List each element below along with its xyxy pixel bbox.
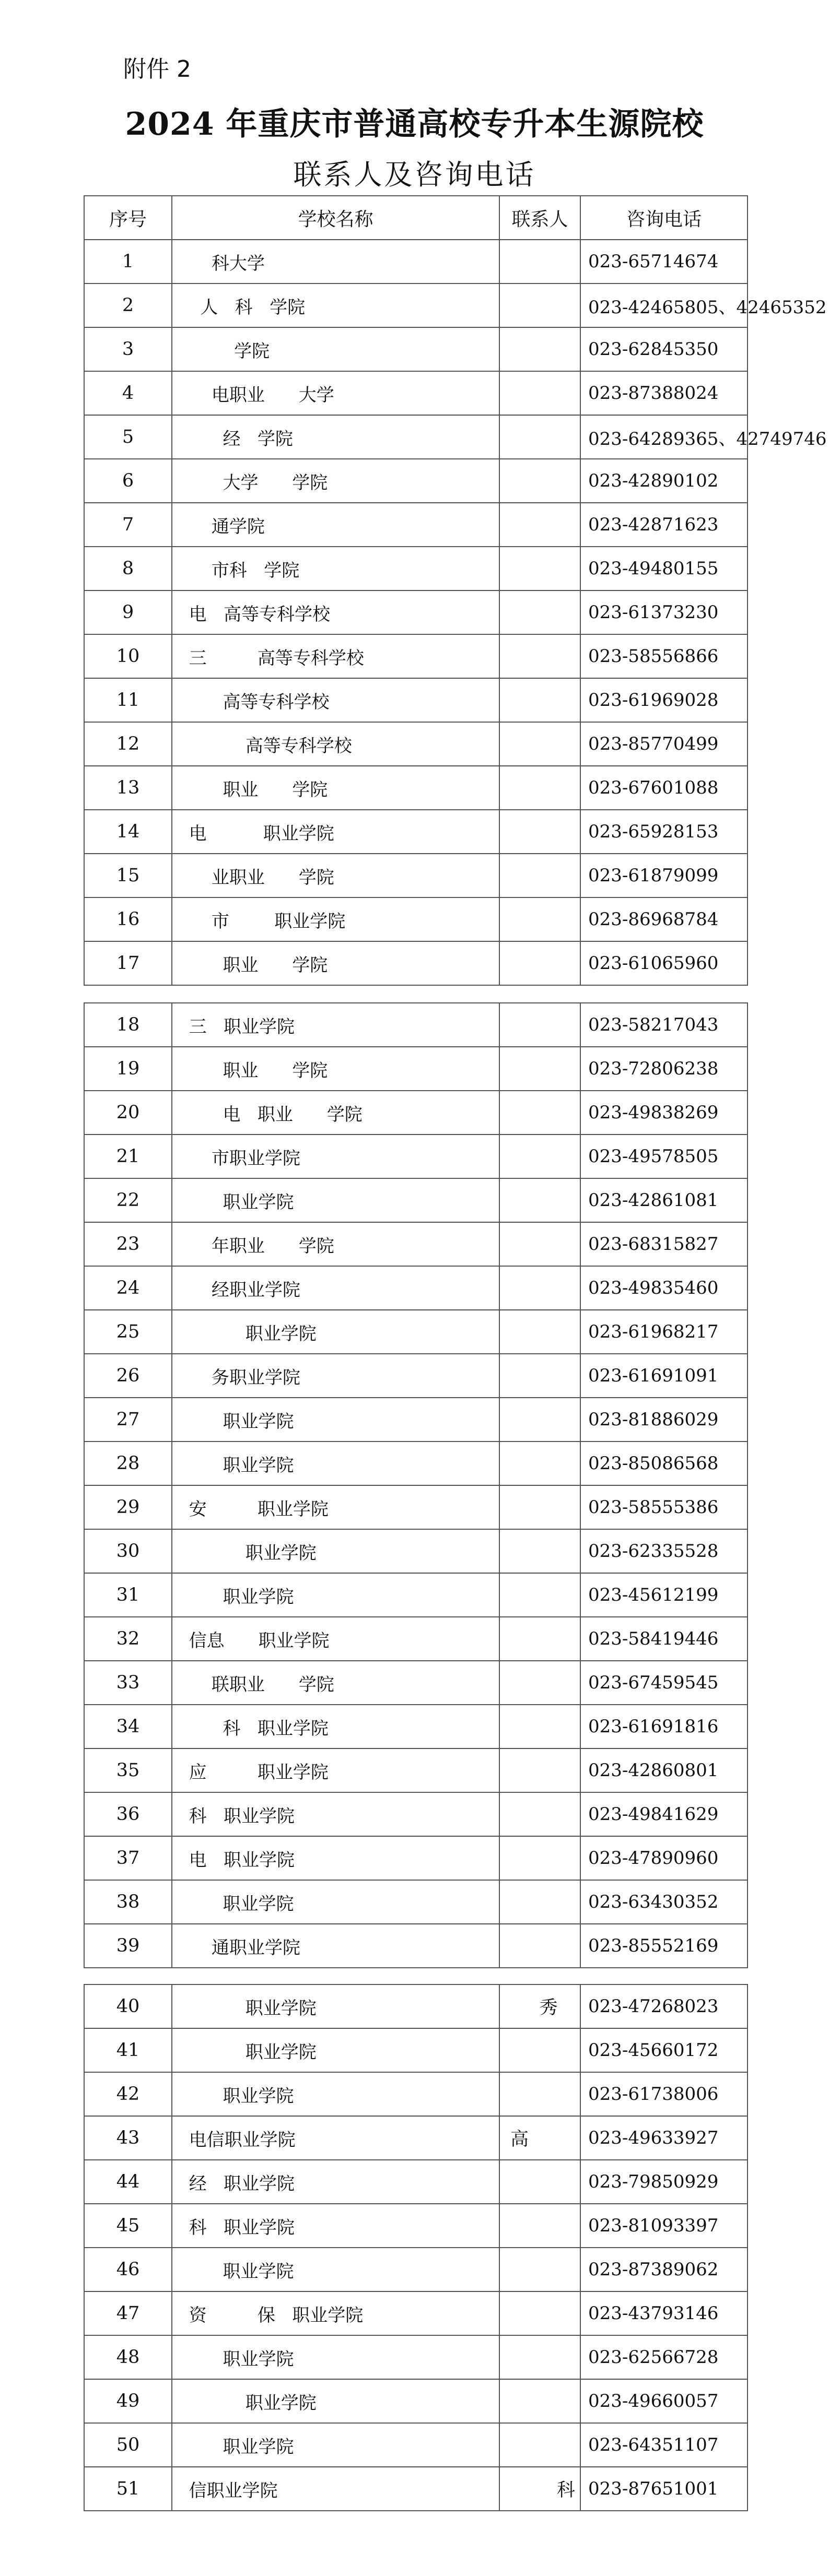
table-row	[84, 1661, 748, 1705]
table-row	[84, 1003, 748, 1047]
phone-number-cell: 023-85770499	[580, 722, 748, 766]
table-row	[84, 1135, 748, 1178]
table-row	[84, 1705, 748, 1748]
contact-person-cell	[499, 1485, 580, 1529]
contact-person-cell	[499, 1617, 580, 1661]
table-row	[84, 854, 748, 897]
row-number-cell: 31	[84, 1573, 172, 1617]
contact-table-part-2	[84, 1002, 748, 1968]
row-number-cell: 41	[84, 2028, 172, 2072]
phone-number-cell: 023-86968784	[580, 897, 748, 941]
table-row	[84, 459, 748, 503]
table-row	[84, 1792, 748, 1836]
phone-number-cell: 023-62845350	[580, 327, 748, 371]
school-name-cell: 职业学院	[172, 2248, 499, 2291]
table-row	[84, 1266, 748, 1310]
school-name-cell: 年职业 学院	[172, 1222, 499, 1266]
row-number-cell: 10	[84, 634, 172, 678]
contact-person-cell	[499, 1705, 580, 1748]
contact-person-cell	[499, 2248, 580, 2291]
row-number-cell: 22	[84, 1178, 172, 1222]
table-row	[84, 941, 748, 985]
table-row	[84, 371, 748, 415]
contact-person-cell	[499, 1003, 580, 1047]
row-number-cell: 24	[84, 1266, 172, 1310]
row-number-cell: 1	[84, 240, 172, 283]
table-row	[84, 2467, 748, 2511]
table-row	[84, 2379, 748, 2423]
school-name-cell: 科 职业学院	[172, 1792, 499, 1836]
table-row	[84, 547, 748, 590]
phone-number-cell: 023-61691091	[580, 1354, 748, 1398]
school-name-cell: 务职业学院	[172, 1354, 499, 1398]
contact-person-cell	[499, 1047, 580, 1091]
contact-person-cell	[499, 503, 580, 547]
table-row	[84, 634, 748, 678]
table-row	[84, 1441, 748, 1485]
row-number-cell: 25	[84, 1310, 172, 1354]
row-number-cell: 45	[84, 2204, 172, 2248]
school-name-cell: 市 职业学院	[172, 897, 499, 941]
table-row	[84, 1310, 748, 1354]
row-number-cell: 18	[84, 1003, 172, 1047]
school-name-cell: 联职业 学院	[172, 1661, 499, 1705]
row-number-cell: 2	[84, 283, 172, 327]
phone-number-cell: 023-62566728	[580, 2335, 748, 2379]
contact-person-cell	[499, 634, 580, 678]
table-row	[84, 1748, 748, 1792]
table-row	[84, 897, 748, 941]
row-number-cell: 44	[84, 2160, 172, 2204]
phone-number-cell: 023-62335528	[580, 1529, 748, 1573]
phone-number-cell: 023-42890102	[580, 459, 748, 503]
table-row	[84, 2423, 748, 2467]
phone-number-cell: 023-61691816	[580, 1705, 748, 1748]
document-subtitle: 联系人及咨询电话	[293, 158, 536, 191]
school-name-cell: 职业学院	[172, 1880, 499, 1924]
school-name-cell: 职业学院	[172, 2335, 499, 2379]
contact-person-cell	[499, 1178, 580, 1222]
school-name-cell: 职业学院	[172, 2379, 499, 2423]
phone-number-cell: 023-61879099	[580, 854, 748, 897]
school-name-cell: 科 职业学院	[172, 1705, 499, 1748]
contact-person-cell	[499, 547, 580, 590]
school-name-cell: 职业学院	[172, 1573, 499, 1617]
contact-person-cell	[499, 1354, 580, 1398]
school-name-cell: 职业学院	[172, 1529, 499, 1573]
contact-person-cell	[499, 1880, 580, 1924]
phone-number-cell: 023-64351107	[580, 2423, 748, 2467]
phone-number-cell: 023-42860801	[580, 1748, 748, 1792]
contact-person-cell	[499, 1266, 580, 1310]
school-name-cell: 经职业学院	[172, 1266, 499, 1310]
contact-person-cell	[499, 2335, 580, 2379]
row-number-cell: 39	[84, 1924, 172, 1968]
table-row	[84, 240, 748, 283]
table-row	[84, 2116, 748, 2160]
contact-person-cell	[499, 1091, 580, 1135]
school-name-cell: 电 职业学院	[172, 1836, 499, 1880]
phone-number-cell: 023-61968217	[580, 1310, 748, 1354]
table-row	[84, 1529, 748, 1573]
contact-person-cell	[499, 722, 580, 766]
phone-number-cell: 023-87651001	[580, 2467, 748, 2511]
school-name-cell: 三 职业学院	[172, 1003, 499, 1047]
contact-person-cell	[499, 2291, 580, 2335]
row-number-cell: 29	[84, 1485, 172, 1529]
school-name-cell: 信职业学院	[172, 2467, 499, 2511]
row-number-cell: 21	[84, 1135, 172, 1178]
phone-number-cell: 023-61969028	[580, 678, 748, 722]
row-number-cell: 34	[84, 1705, 172, 1748]
contact-person-cell	[499, 678, 580, 722]
school-name-cell: 经 职业学院	[172, 2160, 499, 2204]
contact-person-cell: 秀	[499, 1984, 580, 2028]
contact-person-cell	[499, 415, 580, 459]
school-name-cell: 电 职业 学院	[172, 1091, 499, 1135]
phone-number-cell: 023-49835460	[580, 1266, 748, 1310]
row-number-cell: 4	[84, 371, 172, 415]
contact-person-cell	[499, 2160, 580, 2204]
row-number-cell: 42	[84, 2072, 172, 2116]
phone-number-cell: 023-49480155	[580, 547, 748, 590]
school-name-cell: 业职业 学院	[172, 854, 499, 897]
school-name-cell: 职业 学院	[172, 941, 499, 985]
school-name-cell: 应 职业学院	[172, 1748, 499, 1792]
contact-person-cell	[499, 1836, 580, 1880]
table-row	[84, 503, 748, 547]
phone-number-cell: 023-58556866	[580, 634, 748, 678]
table-row	[84, 678, 748, 722]
school-name-cell: 职业学院	[172, 1310, 499, 1354]
school-name-cell: 职业学院	[172, 2423, 499, 2467]
contact-person-cell	[499, 1748, 580, 1792]
table-row	[84, 415, 748, 459]
phone-number-cell: 023-49660057	[580, 2379, 748, 2423]
table-row	[84, 2248, 748, 2291]
row-number-cell: 3	[84, 327, 172, 371]
table-row	[84, 1354, 748, 1398]
school-name-cell: 资 保 职业学院	[172, 2291, 499, 2335]
contact-person-cell	[499, 941, 580, 985]
contact-person-cell	[499, 1792, 580, 1836]
table-row	[84, 590, 748, 634]
phone-number-cell: 023-43793146	[580, 2291, 748, 2335]
table-row	[84, 1178, 748, 1222]
school-name-cell: 大学 学院	[172, 459, 499, 503]
phone-number-cell: 023-61738006	[580, 2072, 748, 2116]
row-number-cell: 20	[84, 1091, 172, 1135]
contact-person-cell	[499, 2379, 580, 2423]
row-number-cell: 47	[84, 2291, 172, 2335]
school-name-cell: 通学院	[172, 503, 499, 547]
table-body-1	[84, 240, 827, 985]
table-row	[84, 1573, 748, 1617]
contact-person-cell	[499, 459, 580, 503]
contact-person-cell	[499, 2028, 580, 2072]
school-name-cell: 电职业 大学	[172, 371, 499, 415]
row-number-cell: 50	[84, 2423, 172, 2467]
row-number-cell: 6	[84, 459, 172, 503]
phone-number-cell: 023-58217043	[580, 1003, 748, 1047]
contact-person-cell	[499, 1398, 580, 1441]
phone-number-cell: 023-65714674	[580, 240, 748, 283]
table-row	[84, 1047, 748, 1091]
row-number-cell: 33	[84, 1661, 172, 1705]
phone-number-cell: 023-49633927	[580, 2116, 748, 2160]
table-row	[84, 1091, 748, 1135]
phone-number-cell: 023-49841629	[580, 1792, 748, 1836]
row-number-cell: 5	[84, 415, 172, 459]
school-name-cell: 高等专科学校	[172, 722, 499, 766]
table-row	[84, 327, 748, 371]
contact-person-cell	[499, 854, 580, 897]
row-number-cell: 17	[84, 941, 172, 985]
contact-person-cell	[499, 1441, 580, 1485]
phone-number-cell: 023-58419446	[580, 1617, 748, 1661]
column-header-school: 学校名称	[172, 196, 499, 240]
school-name-cell: 经 学院	[172, 415, 499, 459]
phone-number-cell: 023-63430352	[580, 1880, 748, 1924]
school-name-cell: 职业学院	[172, 2072, 499, 2116]
table-block-2	[84, 1002, 747, 1968]
row-number-cell: 36	[84, 1792, 172, 1836]
school-name-cell: 职业学院	[172, 1441, 499, 1485]
school-name-cell: 职业 学院	[172, 1047, 499, 1091]
document-title: 2024 年重庆市普通高校专升本生源院校	[125, 106, 704, 143]
row-number-cell: 19	[84, 1047, 172, 1091]
contact-person-cell	[499, 1222, 580, 1266]
contact-person-cell	[499, 810, 580, 854]
table-row	[84, 283, 748, 327]
phone-number-cell: 023-58555386	[580, 1485, 748, 1529]
contact-person-cell	[499, 897, 580, 941]
school-name-cell: 电 高等专科学校	[172, 590, 499, 634]
phone-number-cell: 023-81886029	[580, 1398, 748, 1441]
phone-number-cell: 023-79850929	[580, 2160, 748, 2204]
school-name-cell: 科大学	[172, 240, 499, 283]
phone-number-cell: 023-45660172	[580, 2028, 748, 2072]
table-body-3	[84, 1984, 748, 2511]
school-name-cell: 电信职业学院	[172, 2116, 499, 2160]
phone-number-cell: 023-87389062	[580, 2248, 748, 2291]
school-name-cell: 科 职业学院	[172, 2204, 499, 2248]
phone-number-cell: 023-42465805、42465352	[580, 283, 748, 327]
row-number-cell: 27	[84, 1398, 172, 1441]
table-row	[84, 2291, 748, 2335]
phone-number-cell: 023-87388024	[580, 371, 748, 415]
school-name-cell: 市职业学院	[172, 1135, 499, 1178]
table-row	[84, 766, 748, 810]
phone-number-cell: 023-42861081	[580, 1178, 748, 1222]
school-name-cell: 职业 学院	[172, 766, 499, 810]
school-name-cell: 职业学院	[172, 1178, 499, 1222]
row-number-cell: 43	[84, 2116, 172, 2160]
row-number-cell: 14	[84, 810, 172, 854]
row-number-cell: 11	[84, 678, 172, 722]
school-name-cell: 通职业学院	[172, 1924, 499, 1968]
school-name-cell: 高等专科学校	[172, 678, 499, 722]
table-body-2	[84, 1003, 748, 1968]
table-row	[84, 1880, 748, 1924]
contact-person-cell	[499, 1661, 580, 1705]
table-row	[84, 722, 748, 766]
table-row	[84, 1984, 748, 2028]
school-name-cell: 职业学院	[172, 2028, 499, 2072]
phone-number-cell: 023-47890960	[580, 1836, 748, 1880]
phone-number-cell: 023-85552169	[580, 1924, 748, 1968]
row-number-cell: 32	[84, 1617, 172, 1661]
table-row	[84, 1617, 748, 1661]
table-row	[84, 2204, 748, 2248]
table-row	[84, 1924, 748, 1968]
school-name-cell: 信息 职业学院	[172, 1617, 499, 1661]
table-header-row	[84, 196, 748, 240]
table-row	[84, 2028, 748, 2072]
column-header-number: 序号	[84, 196, 172, 240]
table-block-3	[84, 1984, 747, 2511]
phone-number-cell: 023-67459545	[580, 1661, 748, 1705]
table-row	[84, 2335, 748, 2379]
row-number-cell: 38	[84, 1880, 172, 1924]
row-number-cell: 13	[84, 766, 172, 810]
row-number-cell: 7	[84, 503, 172, 547]
phone-number-cell: 023-42871623	[580, 503, 748, 547]
table-row	[84, 2160, 748, 2204]
school-name-cell: 市科 学院	[172, 547, 499, 590]
contact-person-cell	[499, 1924, 580, 1968]
contact-person-cell	[499, 2204, 580, 2248]
row-number-cell: 49	[84, 2379, 172, 2423]
row-number-cell: 12	[84, 722, 172, 766]
row-number-cell: 37	[84, 1836, 172, 1880]
phone-number-cell: 023-61373230	[580, 590, 748, 634]
table-row	[84, 1485, 748, 1529]
contact-table-part-3	[84, 1984, 748, 2511]
row-number-cell: 35	[84, 1748, 172, 1792]
row-number-cell: 30	[84, 1529, 172, 1573]
phone-number-cell: 023-49578505	[580, 1135, 748, 1178]
table-row	[84, 1836, 748, 1880]
contact-person-cell	[499, 240, 580, 283]
phone-number-cell: 023-72806238	[580, 1047, 748, 1091]
contact-table-part-1	[84, 195, 827, 986]
contact-person-cell	[499, 371, 580, 415]
row-number-cell: 28	[84, 1441, 172, 1485]
row-number-cell: 16	[84, 897, 172, 941]
phone-number-cell: 023-85086568	[580, 1441, 748, 1485]
school-name-cell: 安 职业学院	[172, 1485, 499, 1529]
table-row	[84, 2072, 748, 2116]
row-number-cell: 51	[84, 2467, 172, 2511]
table-row	[84, 1222, 748, 1266]
contact-person-cell	[499, 1529, 580, 1573]
phone-number-cell: 023-81093397	[580, 2204, 748, 2248]
school-name-cell: 职业学院	[172, 1984, 499, 2028]
contact-person-cell: 高	[499, 2116, 580, 2160]
row-number-cell: 26	[84, 1354, 172, 1398]
phone-number-cell: 023-64289365、42749746	[580, 415, 748, 459]
school-name-cell: 人 科 学院	[172, 283, 499, 327]
phone-number-cell: 023-61065960	[580, 941, 748, 985]
contact-person-cell	[499, 327, 580, 371]
table-block-1	[84, 195, 827, 986]
contact-person-cell	[499, 766, 580, 810]
attachment-label: 附件 2	[123, 56, 191, 82]
phone-number-cell: 023-68315827	[580, 1222, 748, 1266]
school-name-cell: 职业学院	[172, 1398, 499, 1441]
contact-person-cell	[499, 1135, 580, 1178]
contact-person-cell	[499, 1573, 580, 1617]
contact-person-cell	[499, 1310, 580, 1354]
phone-number-cell: 023-45612199	[580, 1573, 748, 1617]
school-name-cell: 三 高等专科学校	[172, 634, 499, 678]
phone-number-cell: 023-49838269	[580, 1091, 748, 1135]
row-number-cell: 23	[84, 1222, 172, 1266]
row-number-cell: 40	[84, 1984, 172, 2028]
table-row	[84, 1398, 748, 1441]
school-name-cell: 电 职业学院	[172, 810, 499, 854]
school-name-cell: 学院	[172, 327, 499, 371]
column-header-contact: 联系人	[499, 196, 580, 240]
row-number-cell: 9	[84, 590, 172, 634]
row-number-cell: 15	[84, 854, 172, 897]
contact-person-cell	[499, 2072, 580, 2116]
row-number-cell: 46	[84, 2248, 172, 2291]
contact-person-cell: 科	[499, 2467, 580, 2511]
contact-person-cell	[499, 283, 580, 327]
column-header-phone: 咨询电话	[580, 196, 748, 240]
contact-person-cell	[499, 590, 580, 634]
phone-number-cell: 023-67601088	[580, 766, 748, 810]
table-row	[84, 810, 748, 854]
phone-number-cell: 023-65928153	[580, 810, 748, 854]
phone-number-cell: 023-47268023	[580, 1984, 748, 2028]
row-number-cell: 48	[84, 2335, 172, 2379]
row-number-cell: 8	[84, 547, 172, 590]
contact-person-cell	[499, 2423, 580, 2467]
